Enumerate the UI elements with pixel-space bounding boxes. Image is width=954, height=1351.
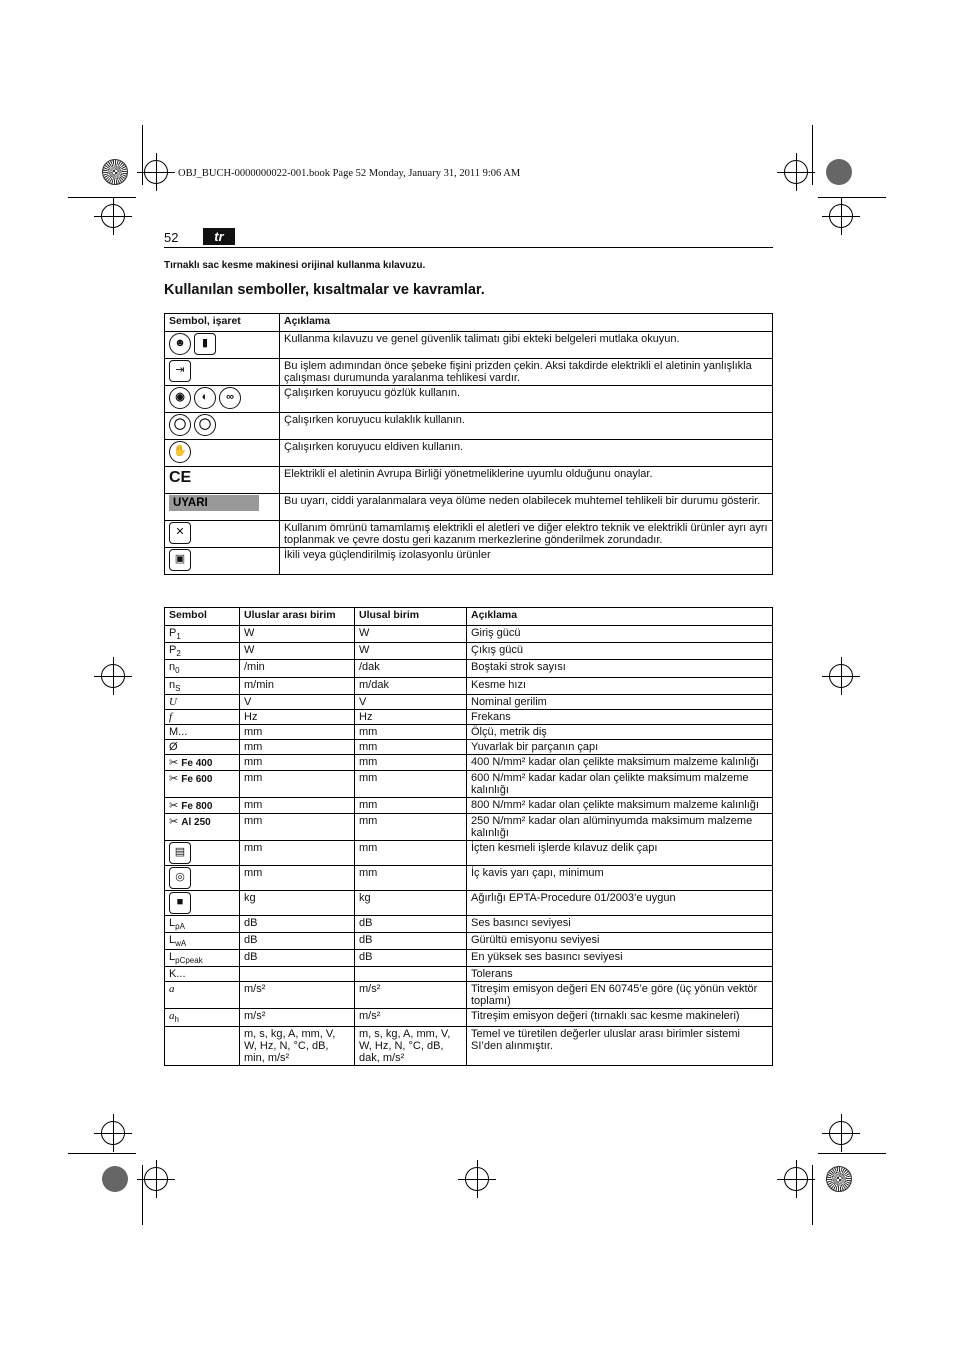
symbol-subscript: pA xyxy=(175,921,185,931)
symbol-text: L xyxy=(169,916,176,929)
symbol-subscript: 1 xyxy=(176,632,181,642)
face-shield-icon: ◐ xyxy=(194,387,216,409)
description-cell: Temel ve türetilen değerler uluslar arası birimler sistemi SI’den alınmıştır. xyxy=(467,1026,773,1065)
description-cell: Çalışırken koruyucu kulaklık kullanın. xyxy=(280,413,773,440)
cut-thickness-icon: ✂ xyxy=(169,756,182,769)
table-row xyxy=(165,915,773,932)
table-row xyxy=(165,865,773,890)
table-row xyxy=(165,677,773,694)
symbol-cell xyxy=(165,724,240,739)
symbol-text: P xyxy=(169,644,177,657)
description-cell: İçten kesmeli işlerde kılavuz delik çapı xyxy=(467,840,773,865)
symbols-table xyxy=(164,313,773,575)
intl-unit-cell: W xyxy=(240,626,355,643)
column-header: Sembol xyxy=(165,608,240,626)
symbol-subscript: 2 xyxy=(176,649,181,659)
symbol-cell xyxy=(165,754,240,770)
description-cell: Ağırlığı EPTA-Procedure 01/2003’e uygun xyxy=(467,890,773,915)
material-label: Fe 800 xyxy=(181,800,213,812)
symbol-cell xyxy=(165,386,280,413)
registration-mark-icon xyxy=(826,159,852,185)
symbol-cell xyxy=(165,982,240,1009)
crop-line xyxy=(812,1165,813,1225)
description-cell: Çalışırken koruyucu gözlük kullanın. xyxy=(280,386,773,413)
crop-line xyxy=(818,197,886,198)
description-cell: Tolerans xyxy=(467,967,773,982)
double-insulation-icon: ▣ xyxy=(169,549,191,571)
description-cell: En yüksek ses basıncı seviyesi xyxy=(467,950,773,967)
table-row xyxy=(165,494,773,521)
registration-mark-icon xyxy=(102,159,128,185)
national-unit-cell: mm xyxy=(355,724,467,739)
intl-unit-cell: Hz xyxy=(240,709,355,724)
crop-line xyxy=(142,1165,143,1225)
table-row xyxy=(165,797,773,813)
symbol-text: n xyxy=(169,661,176,674)
national-unit-cell: mm xyxy=(355,865,467,890)
national-unit-cell: W xyxy=(355,626,467,643)
symbol-cell xyxy=(165,626,240,643)
table-row xyxy=(165,440,773,467)
description-cell: Frekans xyxy=(467,709,773,724)
crop-line xyxy=(142,125,143,185)
description-cell: Yuvarlak bir parçanın çapı xyxy=(467,739,773,754)
table-row xyxy=(165,521,773,548)
crop-line xyxy=(818,1153,886,1154)
hole-icon: ▤ xyxy=(169,842,191,864)
material-label: Fe 400 xyxy=(181,757,213,769)
symbol-cell xyxy=(165,932,240,949)
table-row xyxy=(165,932,773,949)
national-unit-cell: /dak xyxy=(355,660,467,677)
national-unit-cell: mm xyxy=(355,754,467,770)
crosshair-icon xyxy=(784,1167,808,1191)
description-cell: Bu işlem adımından önce şebeke fişini prizden çekin. Aksi takdirde elektrikli el aletinin yanlışlıkla çalışması durumunda yaralanma tehlikesi vardır. xyxy=(280,359,773,386)
intl-unit-cell: mm xyxy=(240,770,355,797)
table-row xyxy=(165,950,773,967)
description-cell: Bu uyarı, ciddi yaralanmalara veya ölüme neden olabilecek muhtemel tehlikeli bir durumu gösterir. xyxy=(280,494,773,521)
intl-unit-cell xyxy=(240,967,355,982)
national-unit-cell: kg xyxy=(355,890,467,915)
symbol-subscript: S xyxy=(175,683,181,693)
description-cell: Titreşim emisyon değeri EN 60745’e göre (üç yönün vektör toplamı) xyxy=(467,982,773,1009)
symbol-cell xyxy=(165,950,240,967)
national-unit-cell: V xyxy=(355,694,467,709)
national-unit-cell: mm xyxy=(355,797,467,813)
crop-line xyxy=(812,125,813,185)
intl-unit-cell: mm xyxy=(240,813,355,840)
radius-icon: ◎ xyxy=(169,867,191,889)
symbol-cell xyxy=(165,494,280,521)
table-row xyxy=(165,709,773,724)
description-cell: İç kavis yarı çapı, minimum xyxy=(467,865,773,890)
national-unit-cell: mm xyxy=(355,739,467,754)
description-cell: Kullanma kılavuzu ve genel güvenlik talimatı gibi ekteki belgeleri mutlaka okuyun. xyxy=(280,332,773,359)
intl-unit-cell: m/min xyxy=(240,677,355,694)
book-header: OBJ_BUCH-0000000022-001.book Page 52 Monday, January 31, 2011 9:06 AM xyxy=(178,168,521,179)
ear-protection-icon: ◯ xyxy=(194,414,216,436)
unplug-icon: ⇥ xyxy=(169,360,191,382)
national-unit-cell: W xyxy=(355,643,467,660)
crosshair-icon xyxy=(829,204,853,228)
document-subtitle: Tırnaklı sac kesme makinesi orijinal kullanma kılavuzu. xyxy=(164,260,426,271)
crop-line xyxy=(68,1153,136,1154)
column-header: Uluslar arası birim xyxy=(240,608,355,626)
symbol-text: L xyxy=(169,933,176,946)
column-header: Açıklama xyxy=(467,608,773,626)
crosshair-icon xyxy=(144,1167,168,1191)
symbol-cell xyxy=(165,890,240,915)
table-row xyxy=(165,813,773,840)
symbol-cell xyxy=(165,440,280,467)
crosshair-icon xyxy=(465,1167,489,1191)
cut-thickness-icon: ✂ xyxy=(169,772,182,785)
national-unit-cell: mm xyxy=(355,840,467,865)
symbol-cell xyxy=(165,967,240,982)
crosshair-icon xyxy=(144,160,168,184)
description-cell: 800 N/mm² kadar olan çelikte maksimum malzeme kalınlığı xyxy=(467,797,773,813)
table-row xyxy=(165,754,773,770)
symbol-text: M... xyxy=(169,725,188,738)
national-unit-cell xyxy=(355,967,467,982)
description-cell: Titreşim emisyon değeri (tırnaklı sac kesme makineleri) xyxy=(467,1009,773,1026)
table-row xyxy=(165,643,773,660)
symbol-text: f xyxy=(169,710,173,723)
symbol-cell xyxy=(165,1026,240,1065)
table-row xyxy=(165,332,773,359)
intl-unit-cell: m/s² xyxy=(240,982,355,1009)
national-unit-cell: mm xyxy=(355,770,467,797)
language-badge: tr xyxy=(203,228,235,245)
description-cell: Boştaki strok sayısı xyxy=(467,660,773,677)
crosshair-icon xyxy=(101,664,125,688)
column-header: Sembol, işaret xyxy=(165,314,280,332)
national-unit-cell: dB xyxy=(355,932,467,949)
symbol-cell xyxy=(165,467,280,494)
table-row xyxy=(165,694,773,709)
description-cell: Çalışırken koruyucu eldiven kullanın. xyxy=(280,440,773,467)
crop-line xyxy=(68,197,136,198)
page-number: 52 xyxy=(164,230,179,245)
description-cell: Kesme hızı xyxy=(467,677,773,694)
description-cell: Ses basıncı seviyesi xyxy=(467,915,773,932)
gloves-icon: ✋ xyxy=(169,441,191,463)
description-cell: 400 N/mm² kadar olan çelikte maksimum malzeme kalınlığı xyxy=(467,754,773,770)
goggles-icon: ◉ xyxy=(169,387,191,409)
symbol-cell xyxy=(165,770,240,797)
table-row xyxy=(165,840,773,865)
description-cell: Nominal gerilim xyxy=(467,694,773,709)
table-row xyxy=(165,967,773,982)
registration-mark-icon xyxy=(102,1166,128,1192)
warning-badge: UYARI xyxy=(169,495,259,511)
crosshair-icon xyxy=(829,1121,853,1145)
registration-mark-icon xyxy=(826,1166,852,1192)
symbol-subscript: 0 xyxy=(175,666,180,676)
national-unit-cell: mm xyxy=(355,813,467,840)
symbol-cell xyxy=(165,865,240,890)
read-manual-icon: ☻ xyxy=(169,333,191,355)
table-row xyxy=(165,724,773,739)
symbol-text: L xyxy=(169,951,176,964)
table-row xyxy=(165,626,773,643)
description-cell: 250 N/mm² kadar olan alüminyumda maksimum malzeme kalınlığı xyxy=(467,813,773,840)
symbol-cell xyxy=(165,548,280,575)
intl-unit-cell: W xyxy=(240,643,355,660)
intl-unit-cell: mm xyxy=(240,754,355,770)
table-row xyxy=(165,413,773,440)
weight-icon: ■ xyxy=(169,892,191,914)
description-cell: Çıkış gücü xyxy=(467,643,773,660)
intl-unit-cell: dB xyxy=(240,915,355,932)
symbol-text: n xyxy=(169,678,176,691)
symbol-cell xyxy=(165,643,240,660)
crosshair-icon xyxy=(101,1121,125,1145)
symbol-text: Ø xyxy=(169,740,178,753)
intl-unit-cell: dB xyxy=(240,950,355,967)
table-row xyxy=(165,739,773,754)
national-unit-cell: dB xyxy=(355,950,467,967)
cut-thickness-icon: ✂ xyxy=(169,799,182,812)
symbol-cell xyxy=(165,1009,240,1026)
symbol-cell xyxy=(165,915,240,932)
table-row xyxy=(165,1026,773,1065)
intl-unit-cell: dB xyxy=(240,932,355,949)
ear-protection-icon: ◯ xyxy=(169,414,191,436)
table-row xyxy=(165,890,773,915)
material-label: Al 250 xyxy=(181,816,211,828)
description-cell: Giriş gücü xyxy=(467,626,773,643)
national-unit-cell: Hz xyxy=(355,709,467,724)
cut-thickness-icon: ✂ xyxy=(169,815,182,828)
description-cell: 600 N/mm² kadar kadar olan çelikte maksimum malzeme kalınlığı xyxy=(467,770,773,797)
table-row xyxy=(165,386,773,413)
symbol-cell xyxy=(165,359,280,386)
table-row xyxy=(165,467,773,494)
symbol-subscript: h xyxy=(174,1015,179,1025)
crosshair-icon xyxy=(829,664,853,688)
national-unit-cell: dB xyxy=(355,915,467,932)
symbol-cell xyxy=(165,739,240,754)
symbol-cell xyxy=(165,840,240,865)
column-header: Açıklama xyxy=(280,314,773,332)
material-label: Fe 600 xyxy=(181,773,213,785)
table-row xyxy=(165,770,773,797)
symbol-text: P xyxy=(169,627,177,639)
symbol-cell xyxy=(165,709,240,724)
symbol-cell xyxy=(165,521,280,548)
intl-unit-cell: mm xyxy=(240,724,355,739)
intl-unit-cell: mm xyxy=(240,840,355,865)
units-table xyxy=(164,607,773,1066)
symbol-cell xyxy=(165,660,240,677)
intl-unit-cell: mm xyxy=(240,865,355,890)
symbol-text: a xyxy=(169,1010,175,1023)
ce-mark-icon: CE xyxy=(169,469,192,486)
symbol-cell xyxy=(165,677,240,694)
symbol-cell xyxy=(165,332,280,359)
column-header: Ulusal birim xyxy=(355,608,467,626)
table-row xyxy=(165,1009,773,1026)
crossed-bin-icon: ✕ xyxy=(169,522,191,544)
table-row xyxy=(165,982,773,1009)
table-row xyxy=(165,548,773,575)
symbol-cell xyxy=(165,413,280,440)
intl-unit-cell: mm xyxy=(240,739,355,754)
description-cell: İkili veya güçlendirilmiş izolasyonlu ürünler xyxy=(280,548,773,575)
symbol-text: K... xyxy=(169,968,186,981)
intl-unit-cell: /min xyxy=(240,660,355,677)
description-cell: Kullanım ömrünü tamamlamış elektrikli el aletleri ve diğer elektro teknik ve elektrikli ürünler ayrı ayrı toplanmak ve çevre dostu geri kazanım merkezlerine gönderilmek zorundadır. xyxy=(280,521,773,548)
intl-unit-cell: kg xyxy=(240,890,355,915)
intl-unit-cell: mm xyxy=(240,797,355,813)
description-cell: Ölçü, metrik diş xyxy=(467,724,773,739)
symbol-cell xyxy=(165,694,240,709)
national-unit-cell: m/s² xyxy=(355,1009,467,1026)
symbol-subscript: pCpeak xyxy=(175,956,203,966)
section-heading: Kullanılan semboller, kısaltmalar ve kavramlar. xyxy=(164,282,485,298)
safety-glasses-icon: ∞ xyxy=(219,387,241,409)
symbol-cell xyxy=(165,797,240,813)
symbol-text: a xyxy=(169,983,175,996)
national-unit-cell: m, s, kg, A, mm, V, W, Hz, N, °C, dB, dak, m/s² xyxy=(355,1026,467,1065)
symbol-text: U xyxy=(169,695,177,708)
symbol-subscript: wA xyxy=(175,939,187,949)
table-row xyxy=(165,359,773,386)
crosshair-icon xyxy=(784,160,808,184)
description-cell: Gürültü emisyonu seviyesi xyxy=(467,932,773,949)
national-unit-cell: m/dak xyxy=(355,677,467,694)
book-icon: ▮ xyxy=(194,333,216,355)
intl-unit-cell: m, s, kg, A, mm, V, W, Hz, N, °C, dB, min, m/s² xyxy=(240,1026,355,1065)
intl-unit-cell: V xyxy=(240,694,355,709)
description-cell: Elektrikli el aletinin Avrupa Birliği yönetmeliklerine uyumlu olduğunu onaylar. xyxy=(280,467,773,494)
national-unit-cell: m/s² xyxy=(355,982,467,1009)
table-row xyxy=(165,660,773,677)
intl-unit-cell: m/s² xyxy=(240,1009,355,1026)
symbol-cell xyxy=(165,813,240,840)
header-rule xyxy=(164,247,773,248)
crosshair-icon xyxy=(101,204,125,228)
